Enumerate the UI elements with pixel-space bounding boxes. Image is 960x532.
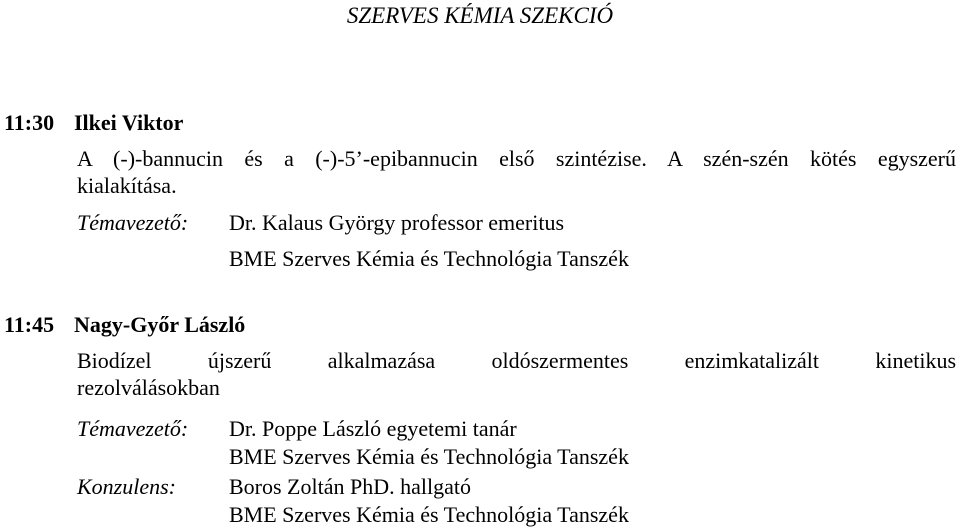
- supervisor-department: BME Szerves Kémia és Technológia Tanszék: [229, 246, 629, 271]
- consultant-name: Boros Zoltán PhD. hallgató: [229, 474, 471, 499]
- entry-time: 11:45: [4, 312, 55, 337]
- entry-topic-line: Biodízel újszerű alkalmazása oldószermentes enzimkatalizált kinetikus: [77, 348, 956, 373]
- supervisor-department: BME Szerves Kémia és Technológia Tanszék: [229, 444, 629, 469]
- entry-topic-line: kialakítása.: [77, 173, 177, 198]
- entry-topic-line: rezolválásokban: [77, 375, 220, 400]
- entry-topic-line: A (-)-bannucin és a (-)-5’-epibannucin első szintézise. A szén-szén kötés egyszerű: [77, 146, 956, 171]
- supervisor-label: Témavezető:: [77, 210, 189, 235]
- supervisor-name: Dr. Poppe László egyetemi tanár: [229, 416, 517, 441]
- entry-time: 11:30: [4, 110, 55, 135]
- entry-presenter: Nagy-Győr László: [74, 312, 246, 337]
- entry-presenter: Ilkei Viktor: [74, 110, 184, 135]
- supervisor-label: Témavezető:: [77, 416, 189, 441]
- entry-heading: [4, 312, 245, 338]
- consultant-department: BME Szerves Kémia és Technológia Tanszék: [229, 502, 629, 527]
- consultant-label: Konzulens:: [77, 474, 176, 499]
- supervisor-name: Dr. Kalaus György professor emeritus: [229, 210, 565, 235]
- entry-heading: [4, 110, 183, 136]
- section-title: SZERVES KÉMIA SZEKCIÓ: [346, 3, 614, 28]
